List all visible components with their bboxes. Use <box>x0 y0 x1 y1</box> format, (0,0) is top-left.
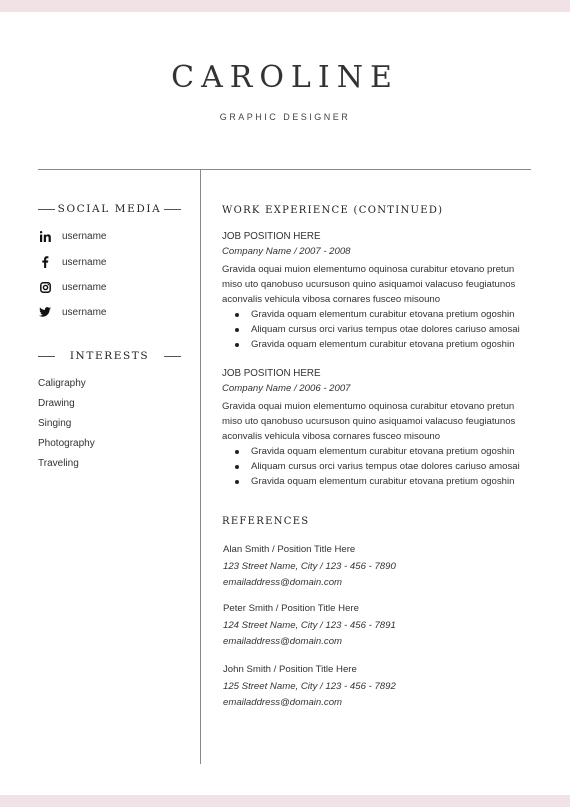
social-media-title: SOCIAL MEDIA <box>57 203 162 215</box>
job-entry <box>222 230 537 352</box>
work-experience-heading: WORK EXPERIENCE (CONTINUED) <box>222 205 444 216</box>
job-title: JOB POSITION HERE <box>222 231 321 242</box>
references-heading: REFERENCES <box>222 516 310 527</box>
reference-entry <box>223 542 523 592</box>
reference-name: Peter Smith / Position Title Here <box>223 603 359 614</box>
reference-name: John Smith / Position Title Here <box>223 664 357 675</box>
interests-title: INTERESTS <box>69 350 150 362</box>
candidate-title: GRAPHIC DESIGNER <box>219 112 351 122</box>
reference-email: emailaddress@domain.com <box>223 577 343 588</box>
reference-name: Alan Smith / Position Title Here <box>223 544 356 555</box>
resume-page <box>0 12 570 795</box>
twitter-icon <box>38 305 52 319</box>
heading-rule-left <box>38 356 55 357</box>
reference-entry <box>223 601 523 651</box>
heading-rule-right <box>164 209 181 210</box>
social-username: username <box>62 306 107 318</box>
job-bullet: Gravida oquam elementum curabitur etovana pretium ogoshin <box>251 307 537 322</box>
social-item-twitter[interactable] <box>38 305 106 319</box>
social-item-linkedin[interactable] <box>38 229 106 243</box>
job-company: Company Name / 2007 - 2008 <box>222 246 351 257</box>
reference-address: 123 Street Name, City / 123 - 456 - 7890 <box>223 560 396 572</box>
job-bullet: Gravida oquam elementum curabitur etovana pretium ogoshin <box>251 444 537 459</box>
job-company: Company Name / 2006 - 2007 <box>222 383 351 394</box>
social-item-instagram[interactable] <box>38 280 106 294</box>
job-title: JOB POSITION HERE <box>222 368 321 379</box>
social-item-facebook[interactable] <box>38 255 106 269</box>
social-username: username <box>62 256 107 268</box>
facebook-icon <box>38 255 52 269</box>
job-bullet: Aliquam cursus orci varius tempus otae dolores cariuso amosai <box>251 322 537 337</box>
heading-rule-left <box>38 209 55 210</box>
job-entry <box>222 367 537 489</box>
interests-heading <box>38 350 181 362</box>
job-bullet: Gravida oquam elementum curabitur etovana pretium ogoshin <box>251 474 537 489</box>
job-bullet: Aliquam cursus orci varius tempus otae dolores cariuso amosai <box>251 459 537 474</box>
instagram-icon <box>38 280 52 294</box>
interest-item: Photography <box>38 438 95 449</box>
job-bullets <box>222 307 537 352</box>
job-description: Gravida oquai muion elementumo oquinosa curabitur etovano pretun miso uto qanobuso ucursuson quino asiquamoi valacuso feugiatunos aconvalis vehicula vibosa cornares fusceo misouno <box>222 264 516 305</box>
reference-entry <box>223 662 523 712</box>
heading-rule-right <box>164 356 181 357</box>
job-description: Gravida oquai muion elementumo oquinosa curabitur etovano pretun miso uto qanobuso ucursuson quino asiquamoi valacuso feugiatunos aconvalis vehicula vibosa cornares fusceo misouno <box>222 401 516 442</box>
job-bullets <box>222 444 537 489</box>
column-divider <box>200 169 201 764</box>
interest-item: Traveling <box>38 458 79 469</box>
reference-email: emailaddress@domain.com <box>223 636 343 647</box>
interest-item: Singing <box>38 418 72 429</box>
header-divider <box>38 169 531 170</box>
reference-address: 124 Street Name, City / 123 - 456 - 7891 <box>223 619 396 631</box>
interest-item: Drawing <box>38 398 75 409</box>
reference-address: 125 Street Name, City / 123 - 456 - 7892 <box>223 680 396 692</box>
social-username: username <box>62 281 107 293</box>
linkedin-icon <box>38 229 52 243</box>
social-username: username <box>62 230 107 242</box>
reference-email: emailaddress@domain.com <box>223 697 343 708</box>
candidate-name: CAROLINE <box>171 60 399 95</box>
job-bullet: Gravida oquam elementum curabitur etovana pretium ogoshin <box>251 337 537 352</box>
interest-item: Caligraphy <box>38 378 86 389</box>
social-media-heading <box>38 203 181 215</box>
